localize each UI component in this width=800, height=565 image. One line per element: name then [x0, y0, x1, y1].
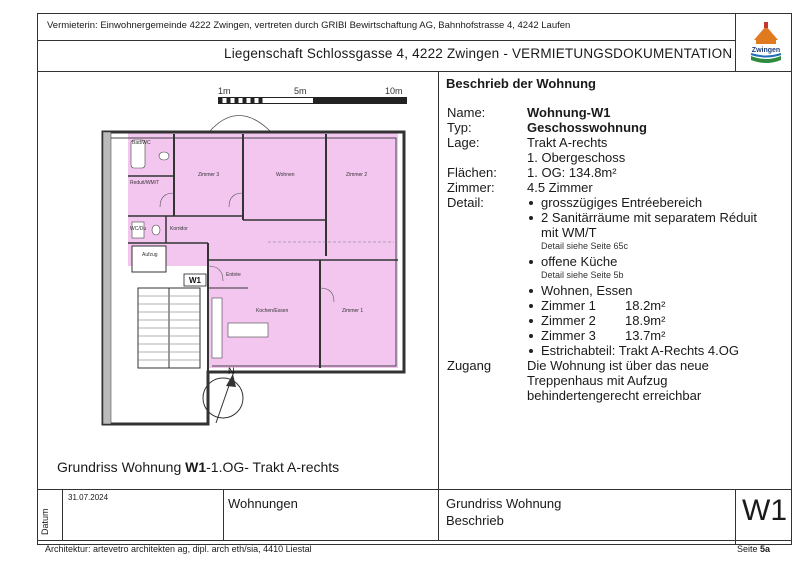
zugang-line-3: behindertengerecht erreichbar — [527, 388, 702, 403]
room-zimmer3: Zimmer 3 — [198, 172, 220, 178]
zugang-line-1: Die Wohnung ist über das neue — [527, 358, 709, 373]
bottom-divider — [37, 540, 792, 541]
detail-label: Detail: — [447, 195, 484, 210]
footer-col4 — [735, 489, 736, 545]
zimmer3-value: 13.7m² — [625, 328, 666, 343]
plan-caption-pre: Grundriss Wohnung — [57, 459, 186, 475]
description-heading: Beschrieb der Wohnung — [446, 76, 596, 91]
bullet-4 — [529, 289, 533, 293]
room-entree: Entrée — [226, 272, 241, 278]
detail-2b: mit WM/T — [541, 225, 597, 240]
zimmer1-value: 18.2m² — [625, 298, 666, 313]
zwingen-logo — [746, 20, 786, 65]
footer-desc-2: Beschrieb — [446, 513, 504, 528]
bullet-5 — [529, 304, 533, 308]
room-korridor: Korridor — [170, 226, 188, 232]
lage-value-2: 1. Obergeschoss — [527, 150, 626, 165]
detail-2-note: Detail siehe Seite 65c — [541, 241, 629, 251]
footer-section: Wohnungen — [228, 496, 298, 511]
lage-label: Lage: — [447, 135, 480, 150]
flaechen-label: Flächen: — [447, 165, 497, 180]
title-divider — [37, 71, 792, 72]
bullet-7 — [529, 334, 533, 338]
detail-3-note: Detail siehe Seite 5b — [541, 270, 624, 280]
plan-caption-post: -1.OG- Trakt A-rechts — [206, 459, 340, 475]
lage-value-1: Trakt A-rechts — [527, 135, 608, 150]
bullet-1 — [529, 201, 533, 205]
footer-col3 — [438, 489, 439, 540]
zimmer3-label: Zimmer 3 — [541, 328, 596, 343]
zugang-line-2: Treppenhaus mit Aufzug — [527, 373, 668, 388]
detail-2a: 2 Sanitärräume mit separatem Réduit — [541, 210, 758, 225]
page-indicator — [737, 544, 770, 554]
typ-value: Geschosswohnung — [527, 120, 647, 135]
zimmer2-label: Zimmer 2 — [541, 313, 596, 328]
typ-label: Typ: — [447, 120, 472, 135]
header-divider — [37, 40, 735, 41]
scale-label-1m: 1m — [218, 86, 231, 96]
estrich: Estrichabteil: Trakt A-Rechts 4.OG — [541, 343, 739, 358]
zimmer-value: 4.5 Zimmer — [527, 180, 593, 195]
page-label: Seite — [737, 544, 761, 554]
zimmer2-value: 18.9m² — [625, 313, 666, 328]
zugang-label: Zugang — [447, 358, 492, 373]
room-kochen: Kochen/Essen — [256, 308, 289, 314]
datum-label: Datum — [40, 508, 50, 535]
plan-caption — [57, 459, 339, 475]
architect-line: Architektur: artevetro architekten ag, dipl. arch eth/sia, 4410 Liestal — [45, 544, 312, 554]
name-value: Wohnung-W1 — [527, 105, 611, 120]
bullet-3 — [529, 260, 533, 264]
footer-col2 — [223, 489, 224, 540]
room-wohnen: Wohnen — [276, 172, 295, 178]
bullet-2 — [529, 216, 533, 220]
detail-4: Wohnen, Essen — [541, 283, 633, 298]
bullet-8 — [529, 349, 533, 353]
landlord-line: Vermieterin: Einwohnergemeinde 4222 Zwingen, vertreten durch GRIBI Bewirtschaftung AG, Bahnhofstrasse 4, 4242 Laufen — [47, 20, 571, 31]
zimmer1-label: Zimmer 1 — [541, 298, 596, 313]
page-number: 5a — [760, 544, 771, 554]
footer-desc-1: Grundriss Wohnung — [446, 496, 562, 511]
plan-caption-bold: W1 — [185, 459, 207, 475]
plan-divider — [438, 71, 439, 489]
north-label: N — [228, 366, 235, 376]
footer-divider — [37, 489, 792, 490]
logo-text: Zwingen — [751, 47, 781, 54]
floor-plan — [98, 98, 413, 428]
room-aufzug: Aufzug — [142, 252, 158, 258]
room-reduit: Reduit/WM/T — [130, 180, 160, 186]
unit-tag: W1 — [189, 276, 201, 285]
detail-3: offene Küche — [541, 254, 618, 269]
footer-date: 31.07.2024 — [68, 493, 109, 502]
flaechen-value: 1. OG: 134.8m² — [527, 165, 617, 180]
scale-label-10m: 10m — [385, 86, 403, 96]
room-bad: Bad/WC — [132, 140, 151, 146]
footer-code: W1 — [742, 494, 787, 527]
logo-divider — [735, 13, 736, 71]
footer-col1 — [62, 489, 63, 540]
page-title: Liegenschaft Schlossgasse 4, 4222 Zwingen - VERMIETUNGSDOKUMENTATION — [224, 46, 733, 61]
room-zimmer1: Zimmer 1 — [342, 308, 364, 314]
room-wc-du: WC/Du — [130, 226, 147, 232]
detail-1: grosszügiges Entréebereich — [541, 195, 703, 210]
name-label: Name: — [447, 105, 486, 120]
scale-label-5m: 5m — [294, 86, 307, 96]
room-zimmer2: Zimmer 2 — [346, 172, 368, 178]
bullet-6 — [529, 319, 533, 323]
zimmer-label: Zimmer: — [447, 180, 495, 195]
